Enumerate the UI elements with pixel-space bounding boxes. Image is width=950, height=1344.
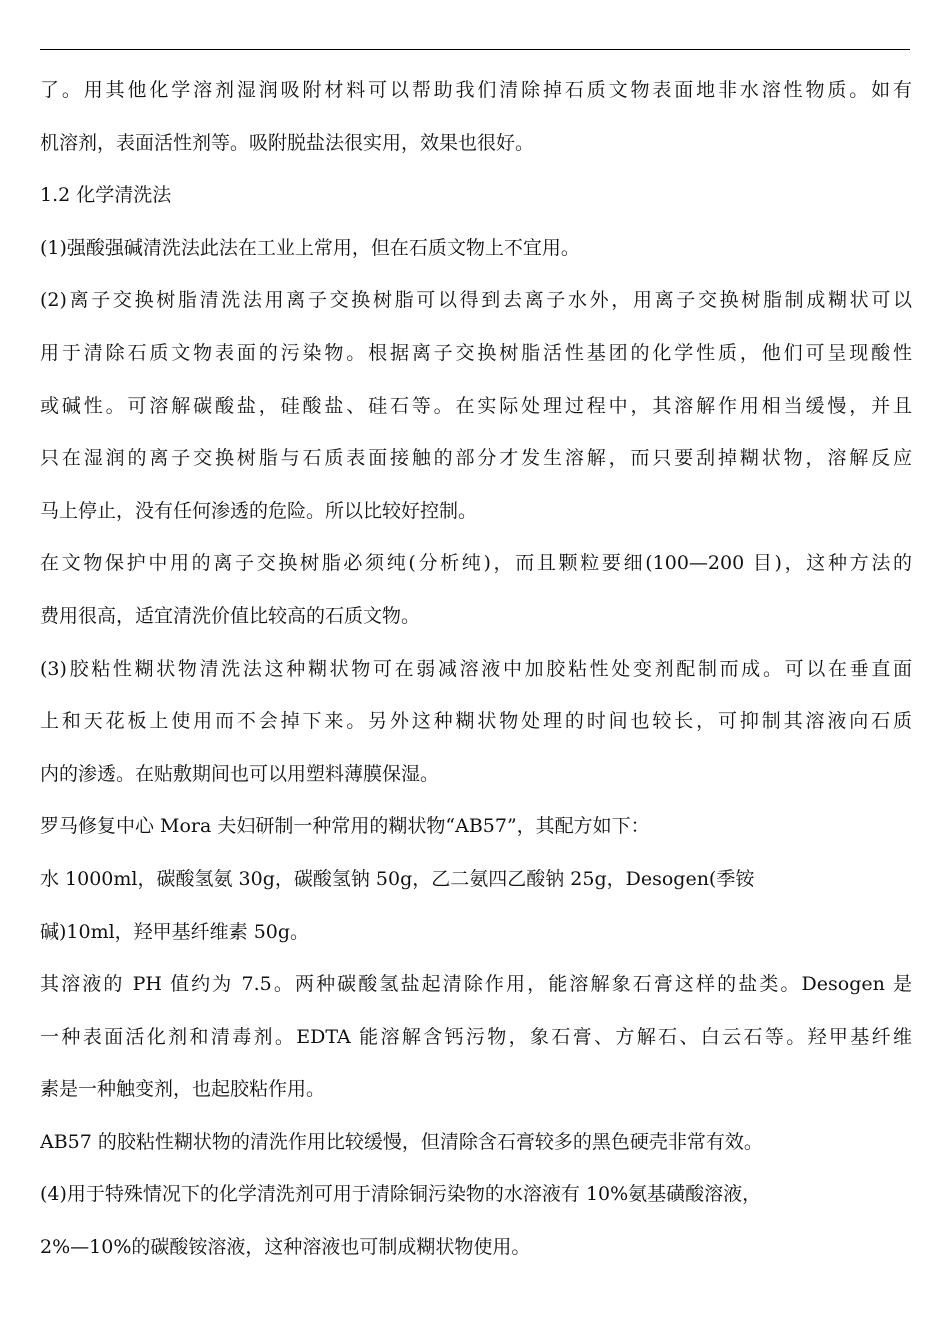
text-line-12: (3)胶粘性糊状物清洗法这种糊状物可在弱减溶液中加胶粘性处变剂配制而成。可以在垂直面 [40,657,912,680]
section-heading: 1.2 化学清洗法 [40,184,172,207]
text-line-16: 水 1000ml，碳酸氢氨 30g，碳酸氢钠 50g，乙二氨四乙酸钠 25g，Desogen(季铵 [40,867,755,890]
text-line-2: 机溶剂，表面活性剂等。吸附脱盐法很实用，效果也很好。 [40,131,535,154]
text-line-19: 一种表面活化剂和清毒剂。EDTA 能溶解含钙污物，象石膏、方解石、白云石等。羟甲基纤维 [40,1025,912,1048]
text-line-15: 罗马修复中心 Mora 夫妇研制一种常用的糊状物“AB57”，其配方如下： [40,815,650,838]
text-line-7: 或碱性。可溶解碳酸盐，硅酸盐、硅石等。在实际处理过程中，其溶解作用相当缓慢，并且 [40,394,912,417]
text-line-14: 内的渗透。在贴敷期间也可以用塑料薄膜保湿。 [40,762,440,785]
text-line-5: (2)离子交换树脂清洗法用离子交换树脂可以得到去离子水外，用离子交换树脂制成糊状可以 [40,289,912,312]
document-body [40,64,912,1274]
header-rule [40,49,910,50]
text-line-4: (1)强酸强碱清洗法此法在工业上常用，但在石质文物上不宜用。 [40,236,580,259]
text-line-21: AB57 的胶粘性糊状物的清洗作用比较缓慢，但清除含石膏较多的黑色硬壳非常有效。 [40,1130,763,1153]
text-line-9: 马上停止，没有任何渗透的危险。所以比较好控制。 [40,499,478,522]
text-line-18: 其溶液的 PH 值约为 7.5。两种碳酸氢盐起清除作用，能溶解象石膏这样的盐类。Desogen 是 [40,973,912,996]
text-line-20: 素是一种触变剂，也起胶粘作用。 [40,1078,326,1101]
text-line-17: 碱)10ml，羟甲基纤维素 50g。 [40,920,310,943]
text-line-10: 在文物保护中用的离子交换树脂必须纯(分析纯)，而且颗粒要细(100—200 目)，这种方法的 [40,552,912,575]
text-line-13: 上和天花板上使用而不会掉下来。另外这种糊状物处理的时间也较长，可抑制其溶液向石质 [40,710,912,733]
text-line-22: (4)用于特殊情况下的化学清洗剂可用于清除铜污染物的水溶液有 10%氨基磺酸溶液， [40,1183,762,1206]
text-line-23: 2%—10%的碳酸铵溶液，这种溶液也可制成糊状物使用。 [40,1236,531,1259]
text-line-1: 了。用其他化学溶剂湿润吸附材料可以帮助我们清除掉石质文物表面地非水溶性物质。如有 [40,79,912,101]
text-line-6: 用于清除石质文物表面的污染物。根据离子交换树脂活性基团的化学性质，他们可呈现酸性 [40,341,912,364]
text-line-8: 只在湿润的离子交换树脂与石质表面接触的部分才发生溶解，而只要刮掉糊状物，溶解反应 [40,447,912,470]
text-line-11: 费用很高，适宜清洗价值比较高的石质文物。 [40,604,421,627]
